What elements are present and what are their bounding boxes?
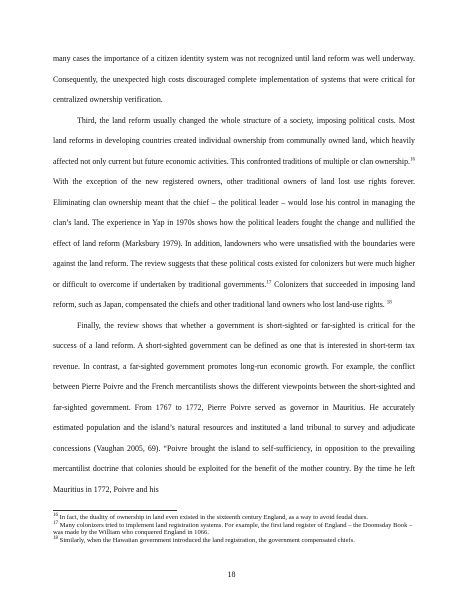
paragraph-text: With the exception of the new registered owners, other traditional owners of land lost use rights forever. Eliminating clan ownership meant that the chief – the political leader – would lose his control in managing the clan’s land. The experience in Yap in 1970s shows how the political leaders fought the change and nullified the effect of land reform (Marksbury 1979). In addition, landowners who were unsatisfied with the boundaries were against the land reform. The review suggests that these political costs existed for colonizers but were much higher or difficult to overcome if undertaken by traditional governments. bbox=[53, 177, 415, 289]
paragraph bbox=[53, 49, 415, 111]
footnote bbox=[53, 537, 415, 545]
paragraph-text: many cases the importance of a citizen identity system was not recognized until land reform was well underway. Consequently, the unexpected high costs discouraged complete implementation of systems that were critical for centralized ownership verification. bbox=[53, 54, 415, 104]
footnote-text: Similarly, when the Hawaiian government introduced the land registration, the government compensated chiefs. bbox=[58, 536, 355, 544]
paragraph bbox=[53, 111, 415, 316]
footnote-number: 18 bbox=[53, 535, 58, 541]
paragraph-text: Finally, the review shows that whether a government is short-sighted or far-sighted is critical for the success of a land reform. A short-sighted government can be defined as one that is interested in short-term tax revenue. In contrast, a far-sighted government promotes long-run economic growth. For example, the conflict between Pierre Poivre and the French mercantilists shows the different viewpoints between the short-sighted and far-sighted government. From 1767 to 1772, Pierre Poivre served as governor in Mauritius. He accurately estimated population and the island’s natural resources and instituted a land tribunal to survey and adjudicate concessions (Vaughan 2005, 69). “Poivre brought the island to self-sufficiency, in opposition to the prevailing mercantilist doctrine that colonies should be exploited for the benefit of the mother country. By the time he left Mauritius in 1772, Poivre and his bbox=[53, 320, 415, 494]
footnotes bbox=[53, 514, 415, 544]
footnote bbox=[53, 522, 415, 537]
paragraph-text: Colonizers that succeeded in imposing land reform, such as Japan, compensated the chiefs and other traditional land owners who lost land-use rights. bbox=[53, 279, 415, 309]
paragraph-text: Third, the land reform usually changed the whole structure of a society, imposing political costs. Most land reforms in developing countries created individual ownership from communally owned land, which heavily affected not only current but future economic activities. This confronted traditions of multiple or clan ownership. bbox=[53, 115, 415, 166]
footnote-text: Many colonizers tried to implement land registration systems. For example, the first land register of England – the Doomsday Book – was made by the William who conquered England in 1066. bbox=[53, 521, 413, 537]
footnote-text: In fact, the duality of ownership in land even existed in the sixteenth century England, as a way to avoid feudal dues. bbox=[58, 514, 368, 521]
footnote-reference: 17 bbox=[266, 279, 272, 285]
footnote-number: 16 bbox=[53, 512, 58, 518]
footnote-separator bbox=[53, 510, 177, 511]
body-text bbox=[53, 49, 415, 500]
footnote-number: 17 bbox=[53, 520, 58, 526]
footnote bbox=[53, 514, 415, 522]
paragraph bbox=[53, 316, 415, 501]
page-number: 18 bbox=[227, 570, 236, 579]
footnote-reference: 16 bbox=[410, 156, 415, 162]
footnote-reference: 18 bbox=[386, 300, 392, 306]
